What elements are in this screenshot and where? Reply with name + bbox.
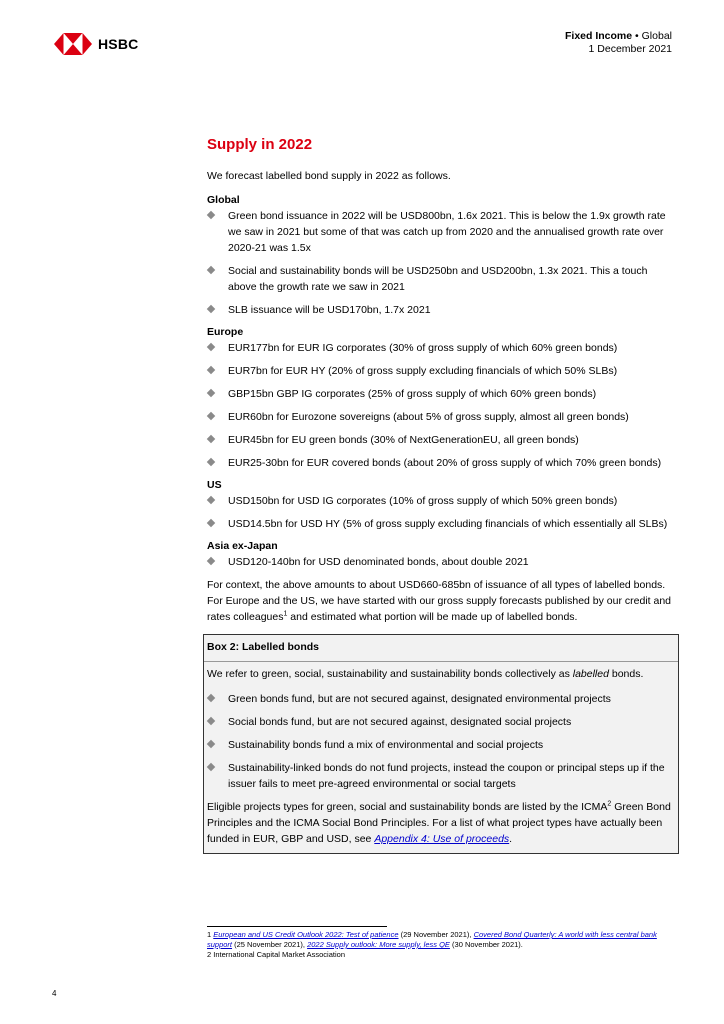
list-item	[207, 340, 675, 356]
europe-list	[207, 340, 675, 471]
bullet-icon	[207, 343, 215, 351]
list-item-text: EUR25-30bn for EUR covered bonds (about 20% of gross supply of which 70% green bonds)	[228, 457, 662, 469]
list-item-text: USD14.5bn for USD HY (5% of gross supply excluding financials of which essentially all SLBs)	[228, 518, 668, 530]
list-item	[207, 263, 675, 295]
bullet-icon	[207, 496, 215, 504]
asia-list	[207, 554, 675, 570]
intro-paragraph: We forecast labelled bond supply in 2022 as follows.	[207, 170, 451, 182]
bullet-icon	[207, 557, 215, 565]
bullet-icon	[207, 763, 215, 771]
footnote-text: (29 November 2021),	[398, 930, 474, 939]
bullet-icon	[207, 435, 215, 443]
bullet-icon	[207, 458, 215, 466]
footnote-text: (30 November 2021).	[449, 940, 523, 949]
global-list	[207, 208, 675, 318]
list-item	[207, 554, 675, 570]
footnote-2: 2 International Capital Market Association	[207, 950, 345, 959]
logo-wordmark: HSBC	[98, 36, 139, 52]
us-list	[207, 493, 675, 532]
list-item-text: Green bond issuance in 2022 will be USD800bn, 1.6x 2021. This is below the 1.9x growth rate we saw in 2021 but some of that was catch up from 2020 and the annualised growth rate over 2020-21 was 1.5x	[228, 210, 666, 254]
bullet-icon	[207, 694, 215, 702]
box-list	[207, 691, 675, 792]
footnote-ref-1[interactable]: 1	[283, 610, 288, 618]
list-item-text: Sustainability bonds fund a mix of environmental and social projects	[228, 739, 544, 751]
footnote-1	[207, 930, 677, 950]
context-paragraph	[207, 577, 675, 625]
header-category: Fixed Income	[565, 30, 633, 42]
list-item-text: GBP15bn GBP IG corporates (25% of gross supply of which 60% green bonds)	[228, 388, 597, 400]
bullet-icon	[207, 266, 215, 274]
box-closing-text-end: .	[509, 833, 513, 845]
list-item	[207, 432, 675, 448]
box-divider	[204, 661, 678, 662]
list-item	[207, 493, 675, 509]
box-closing-text: Eligible projects types for green, social and sustainability bonds are listed by the ICMA	[207, 801, 608, 813]
box-intro-emphasis: labelled	[572, 668, 609, 680]
list-item-text: EUR7bn for EUR HY (20% of gross supply excluding financials of which 50% SLBs)	[228, 365, 618, 377]
footnote-number: 1	[207, 930, 212, 939]
footnote-divider	[207, 926, 387, 927]
bullet-icon	[207, 366, 215, 374]
header-separator: •	[635, 30, 639, 42]
box-intro-text-end: bonds.	[608, 668, 644, 680]
list-item-text: SLB issuance will be USD170bn, 1.7x 2021	[228, 304, 431, 316]
bullet-icon	[207, 519, 215, 527]
list-item	[207, 386, 675, 402]
box-closing	[207, 799, 675, 847]
subheading-us: US	[207, 479, 222, 491]
bullet-icon	[207, 740, 215, 748]
subheading-asia: Asia ex-Japan	[207, 540, 278, 552]
list-item	[207, 691, 675, 707]
header-region: Global	[641, 30, 672, 42]
header-date: 1 December 2021	[588, 43, 672, 55]
subheading-europe: Europe	[207, 326, 244, 338]
context-text: For context, the above amounts to about USD660-685bn of issuance of all types of labelled bonds. For Europe and the US, we have started with our gross supply forecasts published by our credit and rates colleagues	[207, 579, 671, 623]
document-header	[565, 30, 672, 56]
list-item-text: USD120-140bn for USD denominated bonds, about double 2021	[228, 556, 529, 568]
list-item	[207, 714, 675, 730]
list-item-text: Social bonds fund, but are not secured against, designated social projects	[228, 716, 572, 728]
bullet-icon	[207, 412, 215, 420]
list-item	[207, 737, 675, 753]
box-closing-text-mid: Green Bond Principles and the ICMA Social Bond Principles. For a list of what project types have actually been funded in EUR, GBP and USD, see	[207, 801, 671, 845]
page-number: 4	[52, 989, 57, 998]
footnote-link-credit-outlook[interactable]: European and US Credit Outlook 2022: Test of patience	[213, 930, 399, 939]
list-item-text: Sustainability-linked bonds do not fund projects, instead the coupon or principal steps up if the issuer fails to meet pre-agreed environmental or social targets	[228, 762, 665, 790]
appendix-link[interactable]: Appendix 4: Use of proceeds	[374, 833, 510, 845]
footnote-ref-2[interactable]: 2	[607, 800, 612, 808]
hsbc-hexagon-icon	[54, 33, 92, 55]
box-intro-text: We refer to green, social, sustainability and sustainability bonds collectively as	[207, 668, 573, 680]
bullet-icon	[207, 211, 215, 219]
list-item-text: USD150bn for USD IG corporates (10% of gross supply of which 50% green bonds)	[228, 495, 618, 507]
hsbc-logo	[54, 33, 138, 55]
list-item-text: Social and sustainability bonds will be USD250bn and USD200bn, 1.3x 2021. This a touch above the growth rate we saw in 2021	[228, 265, 648, 293]
list-item	[207, 302, 675, 318]
footnotes	[207, 926, 677, 960]
box-title: Box 2: Labelled bonds	[207, 641, 320, 653]
subheading-global: Global	[207, 194, 240, 206]
list-item	[207, 760, 675, 792]
list-item-text: EUR60bn for Eurozone sovereigns (about 5% of gross supply, almost all green bonds)	[228, 411, 629, 423]
list-item	[207, 455, 675, 471]
list-item-text: EUR45bn for EU green bonds (30% of NextGenerationEU, all green bonds)	[228, 434, 579, 446]
footnote-link-supply-outlook[interactable]: 2022 Supply outlook: More supply, less QE	[307, 940, 450, 949]
bullet-icon	[207, 717, 215, 725]
main-content	[207, 136, 675, 854]
box-intro	[207, 666, 675, 682]
list-item	[207, 208, 675, 256]
labelled-bonds-box	[203, 634, 679, 854]
list-item	[207, 516, 675, 532]
list-item-text: Green bonds fund, but are not secured against, designated environmental projects	[228, 693, 611, 705]
footnote-text: (25 November 2021),	[232, 940, 308, 949]
bullet-icon	[207, 305, 215, 313]
list-item-text: EUR177bn for EUR IG corporates (30% of gross supply of which 60% green bonds)	[228, 342, 618, 354]
bullet-icon	[207, 389, 215, 397]
context-text-end: and estimated what portion will be made up of labelled bonds.	[287, 611, 578, 623]
list-item	[207, 363, 675, 379]
footnote-link-covered-bond[interactable]: Covered Bond Quarterly: A world with less central bank support	[207, 930, 657, 949]
section-title: Supply in 2022	[207, 136, 313, 153]
list-item	[207, 409, 675, 425]
